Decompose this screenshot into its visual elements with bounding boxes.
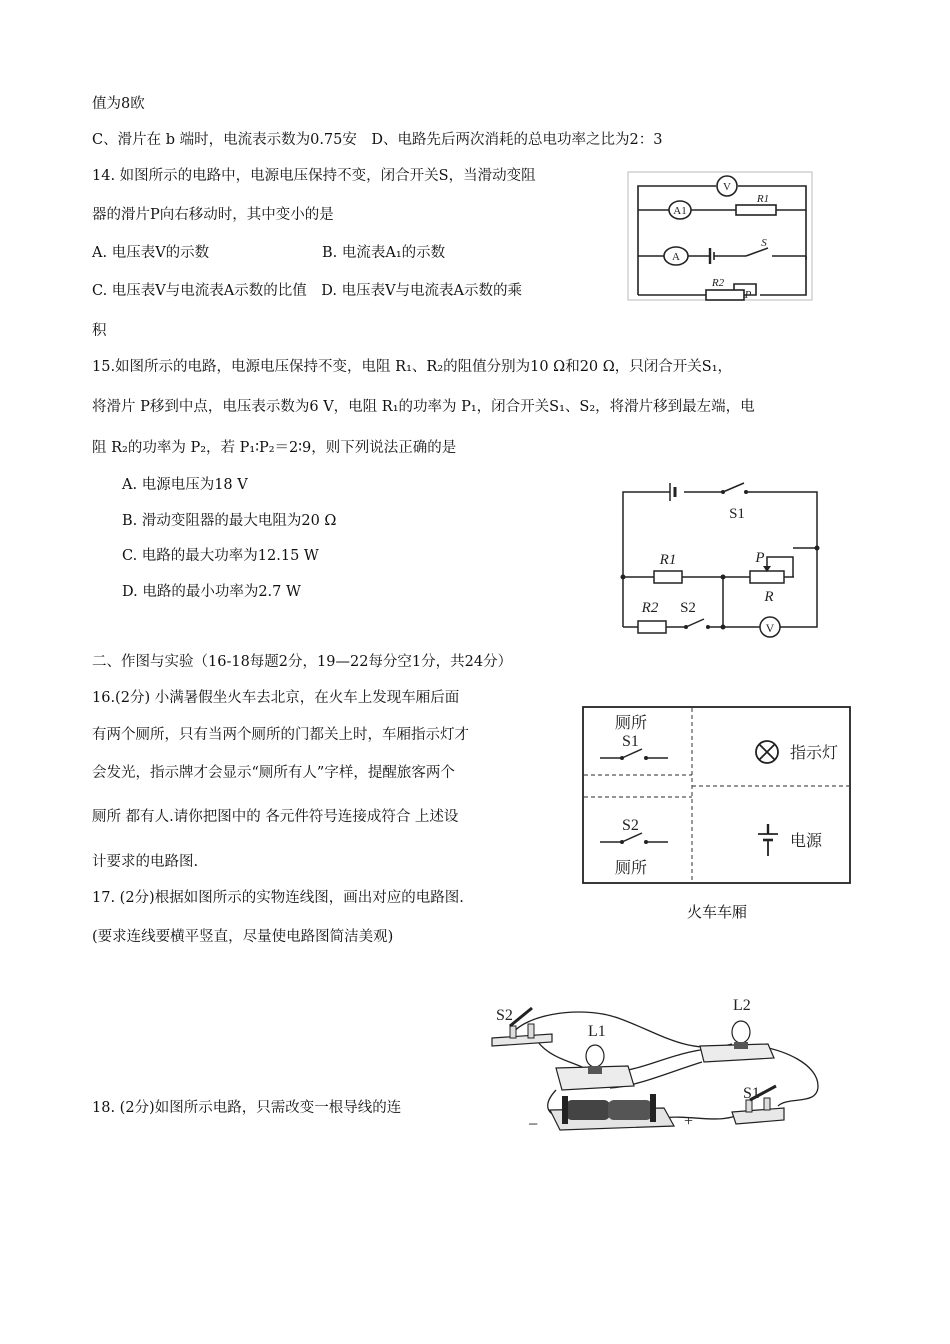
label-s2: S2 — [680, 600, 696, 616]
q15-stem: 阻 R₂的功率为 P₂，若 P₁∶P₂＝2∶9，则下列说法正确的是 — [92, 440, 457, 456]
q14-stem: 积 — [92, 323, 107, 339]
label-p: P — [755, 550, 765, 566]
q14-circuit-diagram — [628, 172, 813, 302]
q16-stem: 计要求的电路图. — [92, 854, 199, 870]
q15-stem: 将滑片 P移到中点，电压表示数为6 V，电阻 R₁的功率为 P₁，闭合开关S₁、S₂，将滑片移到最左端，电 — [92, 399, 755, 415]
text-line: C、滑片在 b 端时，电流表示数为0.75安 D、电路先后两次消耗的总电功率之比为2：3 — [92, 132, 663, 148]
label-s2: S2 — [496, 1007, 513, 1024]
label-l2: L2 — [733, 997, 751, 1014]
label-s1: S1 — [729, 506, 745, 522]
q17-stem: 17. (2分)根据如图所示的实物连线图，画出对应的电路图. — [92, 890, 464, 906]
text-line: 值为8欧 — [92, 96, 145, 112]
label-toilet-1: 厕所 — [615, 715, 648, 732]
label-r2: R2 — [641, 600, 659, 616]
label-a: A — [672, 251, 680, 263]
q14-option-a: A. 电压表V的示数 — [92, 245, 210, 261]
q16-train-carriage-diagram — [582, 706, 852, 886]
label-r2: R2 — [711, 277, 725, 289]
power-source-icon — [758, 824, 778, 856]
q14-option-b: B. 电流表A₁的示数 — [322, 245, 446, 261]
q15-option-c: C. 电路的最大功率为12.15 W — [122, 548, 319, 564]
q17-stem: (要求连线要横平竖直，尽量使电路图简洁美观) — [92, 929, 394, 945]
label-r1: R1 — [756, 193, 770, 205]
label-p: P — [744, 289, 752, 301]
q18-stem: 18. (2分)如图所示电路，只需改变一根导线的连 — [92, 1100, 402, 1116]
q16-stem: 有两个厕所，只有当两个厕所的门都关上时，车厢指示灯才 — [92, 727, 469, 743]
label-l1: L1 — [588, 1023, 606, 1040]
lamp-l1-icon — [556, 1045, 634, 1090]
q16-stem: 16.(2分) 小满暑假坐火车去北京，在火车上发现车厢后面 — [92, 690, 460, 706]
q15-option-d: D. 电路的最小功率为2.7 W — [122, 584, 301, 600]
q16-stem: 厕所 都有人.请你把图中的 各元件符号连接成符合 上述设 — [92, 809, 459, 825]
label-positive: + — [684, 1113, 694, 1130]
q16-caption: 火车车厢 — [686, 903, 747, 921]
label-s2: S2 — [622, 817, 639, 834]
section-heading: 二、作图与实验（16-18每题2分，19—22每分空1分，共24分） — [92, 654, 513, 670]
label-s: S — [761, 237, 767, 249]
label-indicator-lamp: 指示灯 — [790, 745, 839, 762]
q17-wiring-diagram — [488, 996, 833, 1136]
q15-circuit-diagram — [618, 480, 828, 642]
label-toilet-2: 厕所 — [615, 860, 648, 877]
label-power-source: 电源 — [790, 833, 823, 850]
q16-stem: 会发光，指示牌才会显示“厕所有人”字样，提醒旅客两个 — [92, 765, 455, 781]
q14-option-cd: C. 电压表V与电流表A示数的比值 D. 电压表V与电流表A示数的乘 — [92, 283, 523, 299]
label-r: R — [764, 589, 774, 605]
lamp-l2-icon — [700, 1021, 774, 1062]
q15-option-a: A. 电源电压为18 V — [122, 477, 248, 493]
label-s1: S1 — [622, 733, 639, 750]
q15-option-b: B. 滑动变阻器的最大电阻为20 Ω — [122, 513, 337, 529]
label-r1: R1 — [659, 552, 677, 568]
label-v: V — [765, 621, 775, 635]
battery-icon — [550, 1094, 674, 1130]
q14-stem: 14. 如图所示的电路中，电源电压保持不变，闭合开关S，当滑动变阻 — [92, 168, 536, 184]
indicator-lamp-icon — [756, 741, 778, 763]
label-v: V — [723, 181, 731, 193]
q14-stem: 器的滑片P向右移动时，其中变小的是 — [92, 207, 334, 223]
label-s1: S1 — [743, 1085, 760, 1102]
label-negative: − — [528, 1114, 539, 1134]
q15-stem: 15.如图所示的电路，电源电压保持不变，电阻 R₁、R₂的阻值分别为10 Ω和20 Ω，只闭合开关S₁， — [92, 359, 733, 375]
label-a1: A1 — [673, 205, 687, 217]
